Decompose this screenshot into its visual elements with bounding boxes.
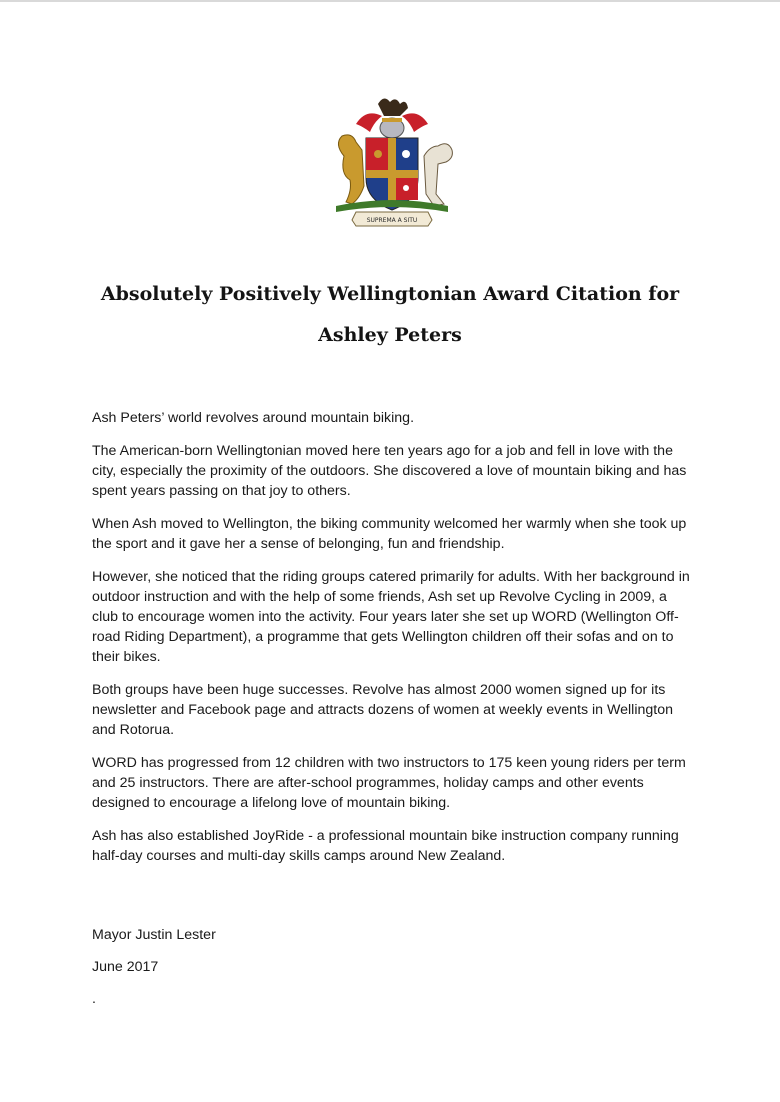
recipient-name: Ashley Peters	[318, 324, 462, 346]
crest-helm-plume	[378, 98, 408, 116]
citation-body	[92, 408, 692, 879]
citation-title: Absolutely Positively Wellingtonian Award Citation for	[100, 283, 680, 305]
trailing-period: .	[92, 991, 96, 1007]
citation-paragraph: When Ash moved to Wellington, the biking community welcomed her warmly when she took up the sport and it gave her a sense of belonging, fun and friendship.	[92, 516, 687, 552]
citation-paragraph: Both groups have been huge successes. Revolve has almost 2000 women signed up for its newsletter and Facebook page and attracts dozens of women at weekly events in Wellington and Rotorua.	[92, 682, 673, 738]
citation-paragraph: Ash Peters’ world revolves around mountain biking.	[92, 410, 415, 426]
citation-paragraph: The American-born Wellingtonian moved here ten years ago for a job and fell in love with the city, especially the proximity of the outdoors. She discovered a love of mountain biking and has spent years passing on that joy to others.	[92, 443, 687, 499]
page-top-border	[0, 0, 780, 2]
crest-moa-supporter	[424, 144, 452, 206]
signatory-name: Mayor Justin Lester	[92, 927, 216, 943]
citation-paragraph: However, she noticed that the riding groups catered primarily for adults. With her background in outdoor instruction and with the help of some friends, Ash set up Revolve Cycling in 2009, a club to encourage women into the activity. Four years later she set up WORD (Wellington Off-road Riding Department), a programme that gets Wellington children off their sofas and on to their bikes.	[92, 569, 690, 665]
crest-mantling-left	[356, 113, 382, 132]
crest-mantling-right	[402, 113, 428, 132]
crest-motto-text: SUPREMA A SITU	[366, 217, 418, 224]
crest-lion-supporter	[338, 135, 364, 204]
citation-paragraph: WORD has progressed from 12 children with two instructors to 175 keen young riders per term and 25 instructors. There are after-school programmes, holiday camps and other events designed to encourage a lifelong love of mountain biking.	[92, 755, 686, 811]
citation-date: June 2017	[92, 959, 159, 975]
citation-paragraph: Ash has also established JoyRide - a professional mountain bike instruction company running half-day courses and multi-day skills camps around New Zealand.	[92, 828, 679, 864]
coat-of-arms-crest	[326, 94, 458, 228]
